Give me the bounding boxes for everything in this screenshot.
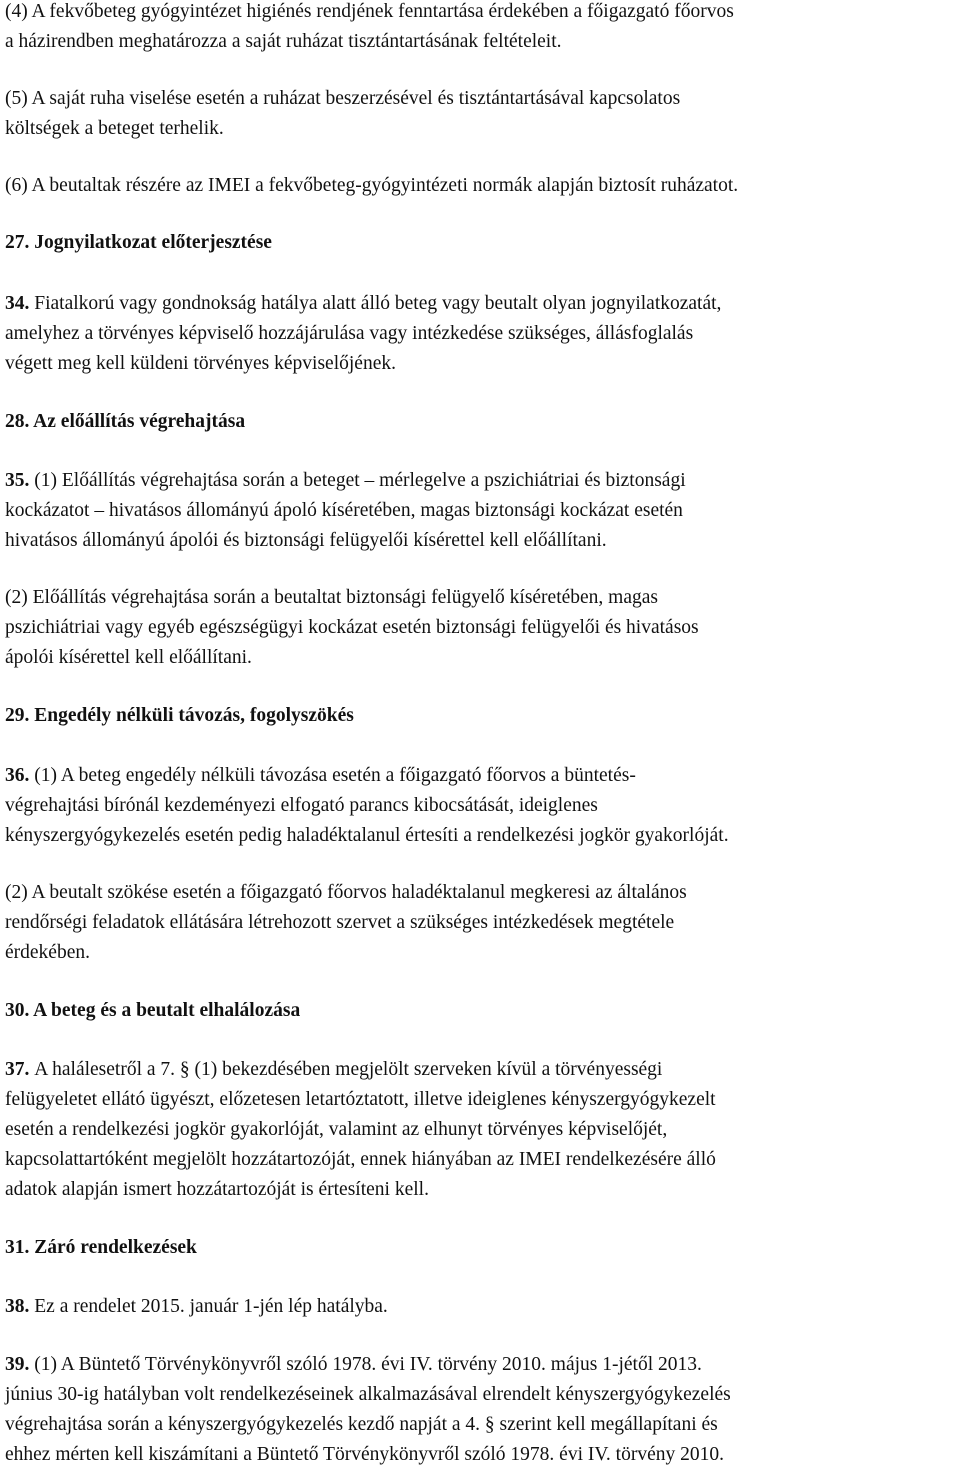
line-text: amelyhez a törvényes képviselő hozzájárulása vagy intézkedése szükséges, állásfoglalás bbox=[5, 323, 694, 344]
line-text: végett meg kell küldeni törvényes képviselőjének. bbox=[5, 353, 396, 374]
line-text: adatok alapján ismert hozzátartozóját is értesíteni kell. bbox=[5, 1179, 429, 1200]
paragraph-number: 37. bbox=[5, 1059, 35, 1080]
line-text: (2) A beutalt szökése esetén a főigazgató főorvos haladéktalanul megkeresi az általános bbox=[5, 882, 687, 903]
paragraph-line bbox=[5, 881, 687, 905]
paragraph-line bbox=[5, 764, 636, 788]
line-text: kényszergyógykezelés esetén pedig haladéktalanul értesíti a rendelkezési jogkör gyakorlóját. bbox=[5, 825, 729, 846]
line-text: érdekében. bbox=[5, 942, 90, 963]
paragraph-line bbox=[5, 616, 699, 640]
section-heading: 28. Az előállítás végrehajtása bbox=[5, 411, 246, 432]
line-text: Ez a rendelet 2015. január 1-jén lép hatályba. bbox=[34, 1296, 388, 1317]
paragraph-line bbox=[5, 30, 562, 54]
paragraph-line bbox=[5, 292, 721, 316]
section-heading: 31. Záró rendelkezések bbox=[5, 1237, 197, 1258]
line-text: (2) Előállítás végrehajtása során a beutaltat biztonsági felügyelő kíséretében, magas bbox=[5, 587, 659, 608]
paragraph-line bbox=[5, 322, 693, 346]
line-text: ápolói kísérettel kell előállítani. bbox=[5, 647, 252, 668]
line-text: (1) A Büntető Törvénykönyvről szóló 1978. évi IV. törvény 2010. május 1-jétől 2013. bbox=[34, 1354, 702, 1375]
line-text: (1) Előállítás végrehajtása során a beteget ‒ mérlegelve a pszichiátriai és biztonsági bbox=[34, 470, 686, 491]
paragraph-line bbox=[5, 0, 734, 24]
line-text: pszichiátriai vagy egyéb egészségügyi kockázat esetén biztonsági felügyelői és hivatásos bbox=[5, 617, 699, 638]
paragraph-line bbox=[5, 1178, 429, 1202]
line-text: hivatásos állományú ápolói és biztonsági felügyelői kísérettel kell előállítani. bbox=[5, 530, 607, 551]
paragraph-number: 34. bbox=[5, 293, 35, 314]
section-heading: 27. Jognyilatkozat előterjesztése bbox=[5, 232, 272, 253]
line-text: ehhez mérten kell kiszámítani a Büntető Törvénykönyvről szóló 1978. évi IV. törvény 2010. bbox=[5, 1444, 724, 1465]
paragraph-line bbox=[5, 529, 607, 553]
paragraph-line bbox=[5, 1413, 718, 1437]
paragraph-line bbox=[5, 117, 224, 141]
paragraph-line bbox=[5, 824, 729, 848]
line-text: (4) A fekvőbeteg gyógyintézet higiénés rendjének fenntartása érdekében a főigazgató főorvos bbox=[5, 1, 734, 22]
paragraph-line bbox=[5, 646, 252, 670]
paragraph-line bbox=[5, 499, 683, 523]
line-text: költségek a beteget terhelik. bbox=[5, 118, 224, 139]
paragraph-number: 35. bbox=[5, 470, 35, 491]
paragraph-line bbox=[5, 469, 686, 493]
line-text: A halálesetről a 7. § (1) bekezdésében megjelölt szerveken kívül a törvényességi bbox=[34, 1059, 663, 1080]
paragraph-line bbox=[5, 1058, 662, 1082]
line-text: kockázatot ‒ hivatásos állományú ápoló kíséretében, magas biztonsági kockázat esetén bbox=[5, 500, 683, 521]
line-text: (1) A beteg engedély nélküli távozása esetén a főigazgató főorvos a büntetés- bbox=[34, 765, 636, 786]
paragraph-number: 38. bbox=[5, 1296, 35, 1317]
section-heading: 30. A beteg és a beutalt elhalálozása bbox=[5, 1000, 301, 1021]
paragraph-line bbox=[5, 1295, 388, 1319]
section-heading: 29. Engedély nélküli távozás, fogolyszökés bbox=[5, 705, 354, 726]
line-text: Fiatalkorú vagy gondnokság hatálya alatt álló beteg vagy beutalt olyan jognyilatkozatát, bbox=[34, 293, 722, 314]
paragraph-number: 36. bbox=[5, 765, 35, 786]
line-text: felügyeletet ellátó ügyészt, előzetesen letartóztatott, illetve ideiglenes kényszergyógykezelt bbox=[5, 1089, 716, 1110]
line-text: kapcsolattartóként megjelölt hozzátartozóját, ennek hiányában az IMEI rendelkezésére álló bbox=[5, 1149, 716, 1170]
paragraph-line bbox=[5, 1148, 716, 1172]
paragraph-line bbox=[5, 352, 396, 376]
paragraph-line bbox=[5, 1088, 716, 1112]
paragraph-line bbox=[5, 1383, 731, 1407]
line-text: esetén a rendelkezési jogkör gyakorlóját, valamint az elhunyt törvényes képviselőjét, bbox=[5, 1119, 668, 1140]
paragraph-line bbox=[5, 174, 738, 198]
line-text: (5) A saját ruha viselése esetén a ruházat beszerzésével és tisztántartásával kapcsolatos bbox=[5, 88, 681, 109]
line-text: végrehajtása során a kényszergyógykezelés kezdő napját a 4. § szerint kell megállapítani és bbox=[5, 1414, 718, 1435]
paragraph-number: 39. bbox=[5, 1354, 35, 1375]
line-text: június 30-ig hatályban volt rendelkezéseinek alkalmazásával elrendelt kényszergyógykezelés bbox=[5, 1384, 731, 1405]
line-text: végrehajtási bírónál kezdeményezi elfogató parancs kibocsátását, ideiglenes bbox=[5, 795, 598, 816]
paragraph-line bbox=[5, 1443, 724, 1467]
paragraph-line bbox=[5, 794, 598, 818]
paragraph-line bbox=[5, 87, 680, 111]
paragraph-line bbox=[5, 1118, 667, 1142]
paragraph-line bbox=[5, 1353, 702, 1377]
line-text: (6) A beutaltak részére az IMEI a fekvőbeteg-gyógyintézeti normák alapján biztosít ruházatot. bbox=[5, 175, 739, 196]
line-text: rendőrségi feladatok ellátására létrehozott szervet a szükséges intézkedések megtétele bbox=[5, 912, 675, 933]
paragraph-line bbox=[5, 586, 658, 610]
line-text: a házirendben meghatározza a saját ruházat tisztántartásának feltételeit. bbox=[5, 31, 562, 52]
paragraph-line bbox=[5, 941, 90, 965]
paragraph-line bbox=[5, 911, 674, 935]
